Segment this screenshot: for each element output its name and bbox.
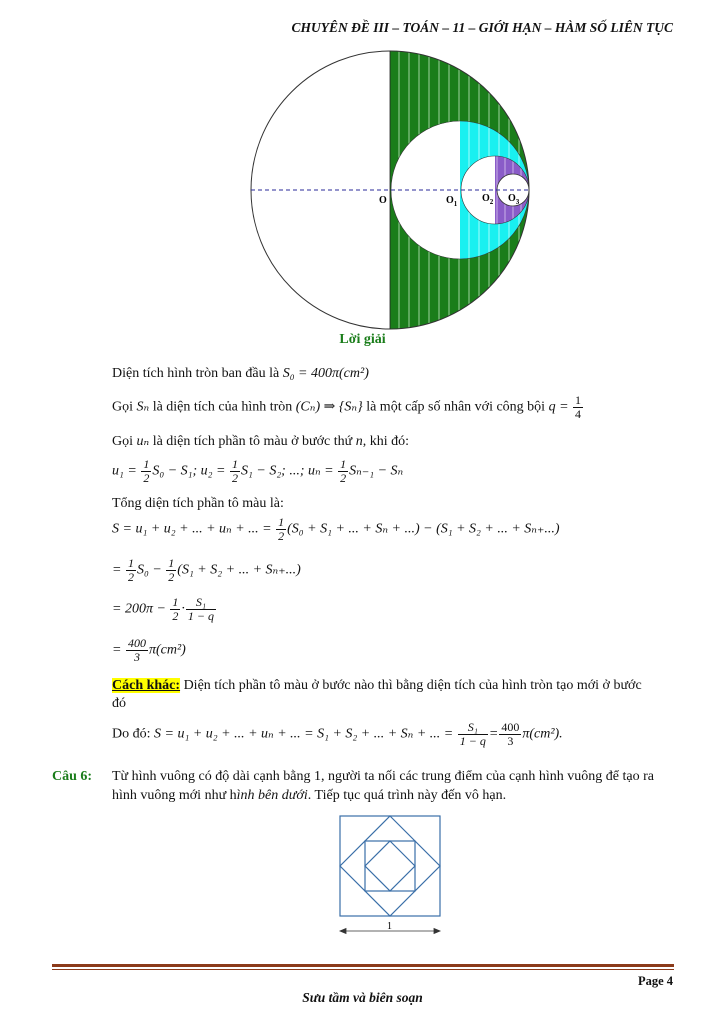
question-6-text-cont: hình vuông mới như hình bên dưới. Tiếp tục quá trình này đến vô hạn. xyxy=(112,788,507,803)
alternative-method-cont: đó xyxy=(112,696,126,711)
label-o: O xyxy=(379,195,387,206)
label-o3: $O_3$ xyxy=(508,193,520,206)
nested-circles-figure xyxy=(250,50,532,332)
label-o2: $O_2$ xyxy=(482,193,494,206)
square-1 xyxy=(340,816,440,916)
line-total-label: Tổng diện tích phần tô màu là: xyxy=(112,496,284,511)
side-length-label: 1 xyxy=(387,921,392,932)
line-define-u: Gọi uₙ là diện tích phần tô màu ở bước thứ n, khi đó: xyxy=(112,434,409,449)
page-number: Page 4 xyxy=(637,974,673,988)
equation-u-terms: u₁ = $\frac{1}{2}$ S₀ − S₁; u₂ = $\frac{1}{2}$ S₁ − S₂; ...; uₙ = $\frac{1}{2}$ Sₙ₋₁ − Sₙ xyxy=(112,457,404,485)
nested-squares-figure xyxy=(330,810,450,940)
equation-sum-1: S = u₁ + u₂ + ... + uₙ + ... = $\frac{1}{2}$ (S₀ + S₁ + ... + Sₙ + ...) − (S₁ + S₂ + ... + Sₙ₊...) xyxy=(112,515,560,543)
line-geometric-sequence: Gọi Sₙ là diện tích của hình tròn (Cₙ) ⇒ {Sₙ} là một cấp số nhân với công bội q = $\frac{1}{4}$ xyxy=(112,393,582,421)
footer-rule-thin xyxy=(52,969,674,970)
question-6-text: Từ hình vuông có độ dài cạnh bằng 1, người ta nối các trung điểm của cạnh hình vuông để tạo ra xyxy=(112,769,654,784)
footer-note: Sưu tầm và biên soạn xyxy=(302,990,423,1005)
square-3 xyxy=(365,841,415,891)
equation-sum-3: = 200π − $\frac{1}{2}$ · $\frac{\text{S₁}}{1 - q}$ xyxy=(112,595,215,623)
line-conclusion: Do đó: S = u₁ + u₂ + ... + uₙ + ... = S₁ + S₂ + ... + Sₙ + ... = $\frac{\text{S₁}}{1 - q}$ = $\frac{400}{3}$ π(cm²). xyxy=(112,720,563,748)
page-header: CHUYÊN ĐỀ III – TOÁN – 11 – GIỚI HẠN – HÀM SỐ LIÊN TỤC xyxy=(291,20,673,35)
footer-rule-thick xyxy=(52,964,674,967)
square-4 xyxy=(365,841,415,891)
line-initial-area: Diện tích hình tròn ban đầu là S₀ = 400π(cm²) xyxy=(112,366,369,381)
square-2 xyxy=(340,816,440,916)
equation-sum-4: = $\frac{400}{3}$ π(cm²) xyxy=(112,636,186,664)
alternative-label: Cách khác: xyxy=(112,678,181,693)
label-o1: $O_1$ xyxy=(446,195,458,208)
solution-title: Lời giải xyxy=(339,332,386,347)
question-6-label: Câu 6: xyxy=(52,769,93,784)
equation-sum-2: = $\frac{1}{2}$ S₀ − $\frac{1}{2}$ (S₁ + S₂ + ... + Sₙ₊...) xyxy=(112,556,301,584)
alternative-method: Cách khác: Diện tích phần tô màu ở bước nào thì bằng diện tích của hình tròn tạo mới ở bước xyxy=(112,678,642,693)
